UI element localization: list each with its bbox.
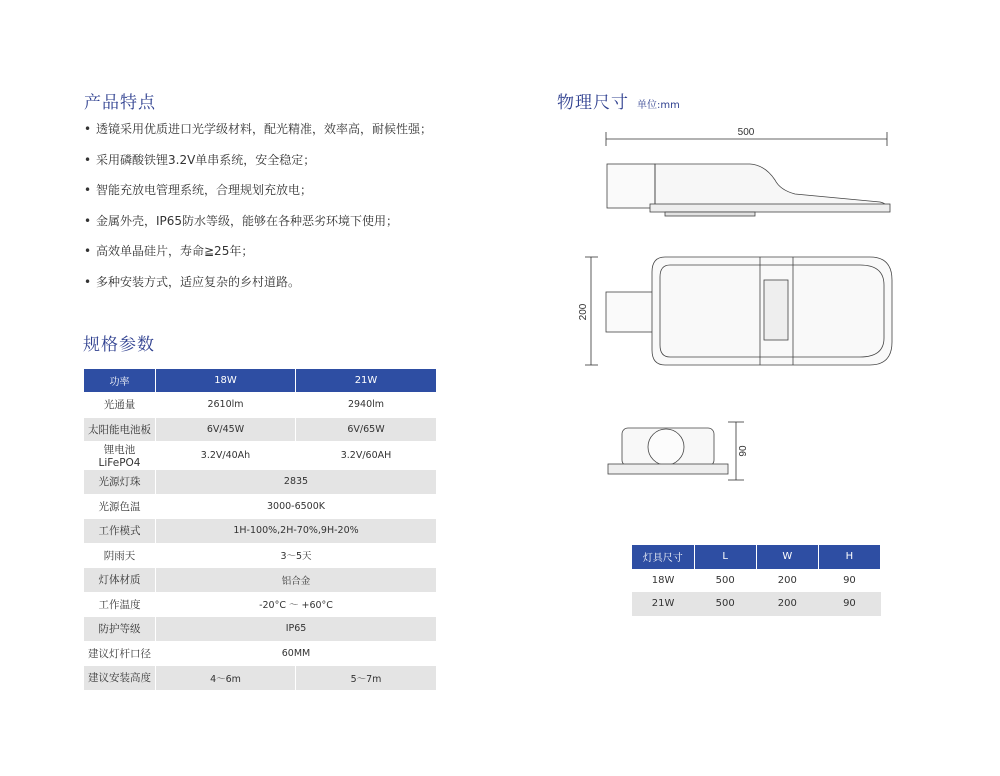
spec-value-cell: 1H-100%,2H-70%,9H-20% [156,519,437,544]
dims-cell: 21W [632,592,694,616]
spec-label-cell: 工作温度 [84,592,156,617]
dims-header-cell: L [694,545,756,569]
spec-value-cell: 2610lm [156,393,296,418]
spec-label-cell: 灯体材质 [84,568,156,593]
spec-label-cell: 阴雨天 [84,543,156,568]
dims-header-cell: H [818,545,880,569]
spec-row [84,470,437,495]
spec-label-cell: 光源色温 [84,494,156,519]
features-title: 产品特点 [84,93,156,113]
spec-label-cell: 光源灯珠 [84,470,156,495]
spec-row [84,393,437,418]
spec-row [84,417,437,442]
spec-value-cell: 5～7m [296,666,437,691]
dims-cell: 200 [756,569,818,593]
spec-value-cell: 铝合金 [156,568,437,593]
spec-value-cell: 3～5天 [156,543,437,568]
dims-cell: 500 [694,592,756,616]
spec-header-cell: 18W [156,369,296,393]
spec-value-cell: 3000-6500K [156,494,437,519]
length-label: 500 [737,127,755,138]
height-label: 90 [738,445,749,457]
dims-table [632,545,881,616]
end-view [608,428,728,474]
spec-value-cell: 60MM [156,641,437,666]
spec-row [84,494,437,519]
spec-label-cell: 建议灯杆口径 [84,641,156,666]
spec-value-cell: 2940lm [296,393,437,418]
feature-item: • 金属外壳，IP65防水等级，能够在各种恶劣环境下使用； [84,210,432,241]
side-view [607,164,890,216]
spec-header-row [84,369,437,393]
dims-cell: 200 [756,592,818,616]
spec-table [83,368,437,691]
width-label: 200 [578,303,589,321]
dims-header-cell: W [756,545,818,569]
feature-item: • 智能充放电管理系统，合理规划充放电； [84,179,432,210]
spec-value-cell: 3.2V/60AH [296,442,437,470]
spec-value-cell: 4～6m [156,666,296,691]
features-list [84,118,432,301]
feature-item: • 高效单晶硅片，寿命≧25年； [84,240,432,271]
spec-header-cell: 功率 [84,369,156,393]
dims-header-cell: 灯具尺寸 [632,545,694,569]
spec-value-cell: 6V/45W [156,417,296,442]
spec-label-cell: 太阳能电池板 [84,417,156,442]
spec-value-cell: 3.2V/40Ah [156,442,296,470]
dims-cell: 90 [818,592,880,616]
dimension-drawing [570,120,900,500]
spec-row [84,666,437,691]
feature-item: • 透镜采用优质进口光学级材料，配光精准，效率高，耐候性强； [84,118,432,149]
dims-header-row [632,545,881,569]
dims-cell: 90 [818,569,880,593]
spec-value-cell: 6V/65W [296,417,437,442]
spec-value-cell: -20°C ～ +60°C [156,592,437,617]
dims-row [632,592,881,616]
spec-title: 规格参数 [83,335,155,355]
spec-label-cell: 光通量 [84,393,156,418]
feature-item: • 多种安装方式，适应复杂的乡村道路。 [84,271,432,302]
spec-row [84,519,437,544]
dims-row [632,569,881,593]
dims-unit: 单位:mm [637,100,680,111]
dims-title [557,88,680,113]
spec-value-cell: IP65 [156,617,437,642]
feature-item: • 采用磷酸铁锂3.2V单串系统，安全稳定； [84,149,432,180]
spec-value-cell: 2835 [156,470,437,495]
spec-row [84,442,437,470]
spec-row [84,641,437,666]
spec-row [84,543,437,568]
dims-cell: 500 [694,569,756,593]
spec-label-cell: 建议安装高度 [84,666,156,691]
spec-row [84,568,437,593]
spec-row [84,592,437,617]
spec-header-cell: 21W [296,369,437,393]
spec-label-cell: 防护等级 [84,617,156,642]
spec-row [84,617,437,642]
dims-cell: 18W [632,569,694,593]
dims-title-text: 物理尺寸 [557,93,629,113]
top-view [606,257,892,365]
spec-label-cell: 工作模式 [84,519,156,544]
spec-label-cell: 锂电池LiFePO4 [84,442,156,470]
